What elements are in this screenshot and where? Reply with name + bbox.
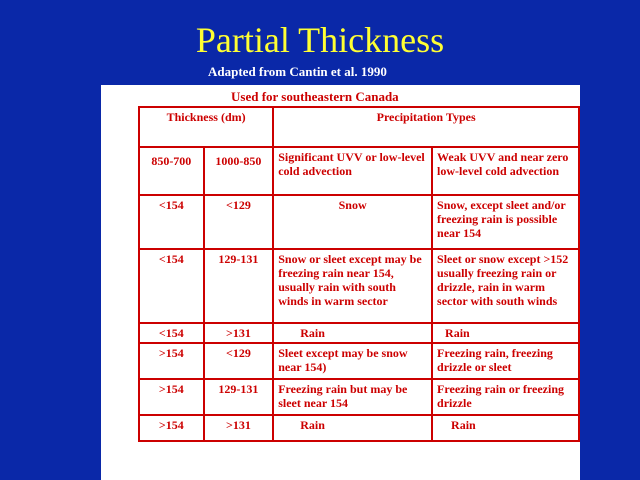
cell-weak: Sleet or snow except >152 usually freezing rain or drizzle, rain in warm sector with south winds xyxy=(432,249,579,323)
header-row xyxy=(139,107,579,147)
cell-850-700: >154 xyxy=(139,379,204,415)
table-row xyxy=(139,323,579,343)
cell-significant: Sleet except may be snow near 154) xyxy=(273,343,432,379)
subheader-row xyxy=(139,147,579,195)
table-panel xyxy=(101,85,580,480)
cell-850-700: >154 xyxy=(139,415,204,441)
cell-weak: Snow, except sleet and/or freezing rain is possible near 154 xyxy=(432,195,579,249)
subheader-significant-uvv: Significant UVV or low-level cold advection xyxy=(273,147,432,195)
cell-significant: Rain xyxy=(273,415,432,441)
table-row xyxy=(139,379,579,415)
table-caption: Used for southeastern Canada xyxy=(231,89,399,104)
subheader-850-700: 850-700 xyxy=(139,147,204,195)
slide-title: Partial Thickness xyxy=(195,20,445,60)
cell-1000-850: 129-131 xyxy=(204,379,274,415)
cell-significant: Snow or sleet except may be freezing rain near 154, usually rain with south winds in warm sector xyxy=(273,249,432,323)
cell-850-700: <154 xyxy=(139,323,204,343)
table-row xyxy=(139,249,579,323)
cell-significant: Freezing rain but may be sleet near 154 xyxy=(273,379,432,415)
cell-1000-850: 129-131 xyxy=(204,249,274,323)
subheader-1000-850: 1000-850 xyxy=(204,147,274,195)
cell-1000-850: >131 xyxy=(204,415,274,441)
cell-850-700: <154 xyxy=(139,249,204,323)
cell-significant: Snow xyxy=(273,195,432,249)
cell-850-700: >154 xyxy=(139,343,204,379)
cell-1000-850: <129 xyxy=(204,343,274,379)
cell-significant: Rain xyxy=(273,323,432,343)
table-row xyxy=(139,343,579,379)
thickness-table xyxy=(138,106,580,442)
cell-1000-850: <129 xyxy=(204,195,274,249)
cell-1000-850: >131 xyxy=(204,323,274,343)
table-row xyxy=(139,195,579,249)
header-precip: Precipitation Types xyxy=(273,107,579,147)
subheader-weak-uvv: Weak UVV and near zero low-level cold advection xyxy=(432,147,579,195)
slide-subtitle: Adapted from Cantin et al. 1990 xyxy=(208,64,387,79)
cell-weak: Rain xyxy=(432,415,579,441)
header-thickness: Thickness (dm) xyxy=(139,107,273,147)
table-row xyxy=(139,415,579,441)
cell-weak: Freezing rain, freezing drizzle or sleet xyxy=(432,343,579,379)
cell-850-700: <154 xyxy=(139,195,204,249)
cell-weak: Rain xyxy=(432,323,579,343)
cell-weak: Freezing rain or freezing drizzle xyxy=(432,379,579,415)
